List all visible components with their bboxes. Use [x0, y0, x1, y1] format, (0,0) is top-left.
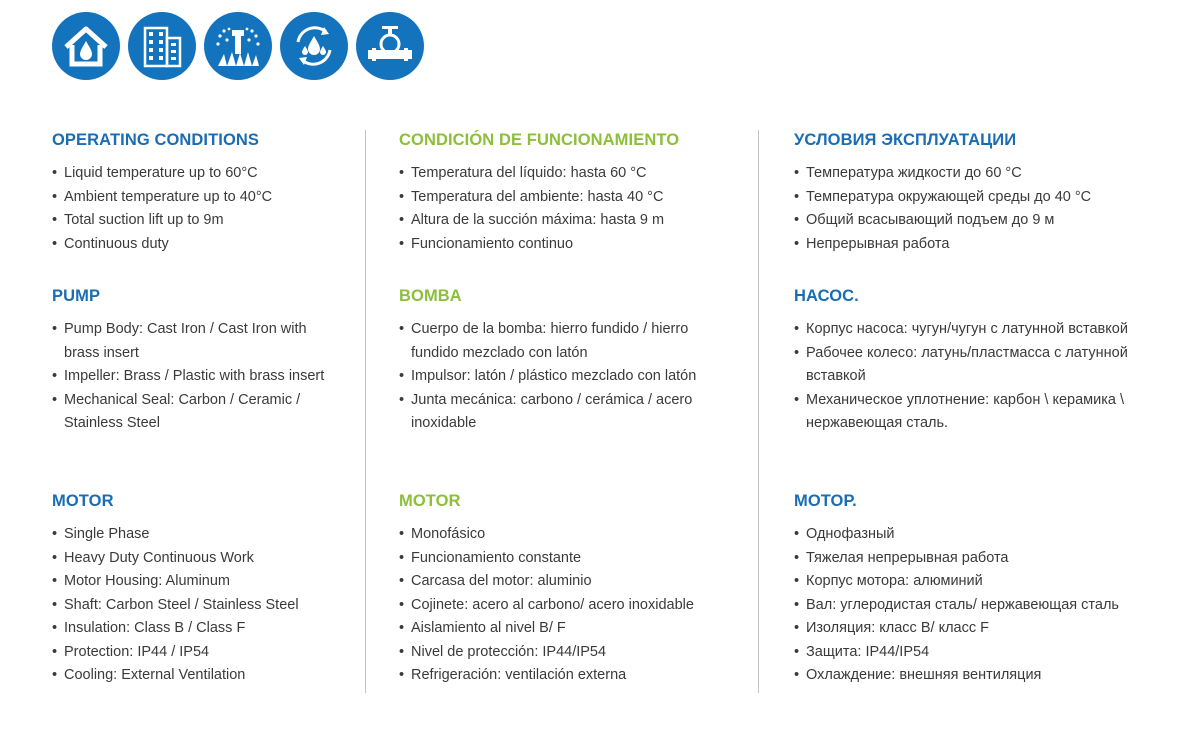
- section-title: CONDICIÓN DE FUNCIONAMIENTO: [399, 131, 680, 149]
- list-item: • Funcionamiento constante: [399, 547, 729, 571]
- list-item: • Nivel de protección: IP44/IP54: [399, 641, 729, 665]
- list-item: • Altura de la succión máxima: hasta 9 m: [399, 209, 729, 233]
- bullet-list: [52, 318, 342, 436]
- list-item: • Mechanical Seal: Carbon / Ceramic / Stainless Steel: [52, 389, 342, 436]
- operating-conditions-section: [52, 128, 342, 256]
- pump-section: [52, 284, 342, 436]
- list-item: • Impeller: Brass / Plastic with brass insert: [52, 365, 342, 389]
- list-item: • Pump Body: Cast Iron / Cast Iron with brass insert: [52, 318, 342, 365]
- list-item: • Single Phase: [52, 523, 342, 547]
- pump-section: [794, 284, 1154, 436]
- list-item: • Температура окружающей среды до 40 °C: [794, 186, 1154, 210]
- pump-section: [399, 284, 729, 436]
- list-item: • Ambient temperature up to 40°C: [52, 186, 342, 210]
- motor-section: [399, 489, 729, 688]
- bullet-list: [794, 318, 1154, 436]
- sprinkler-icon: [204, 12, 272, 80]
- list-item: • Carcasa del motor: aluminio: [399, 570, 729, 594]
- section-title: OPERATING CONDITIONS: [52, 131, 260, 149]
- bullet-list: [399, 523, 729, 688]
- list-item: • Рабочее колесо: латунь/пластмасса с латунной вставкой: [794, 342, 1154, 389]
- list-item: • Корпус насоса: чугун/чугун с латунной вставкой: [794, 318, 1154, 342]
- list-item: • Cojinete: acero al carbono/ acero inoxidable: [399, 594, 729, 618]
- section-title: MOTOR: [399, 492, 461, 510]
- list-item: • Protection: IP44 / IP54: [52, 641, 342, 665]
- list-item: • Охлаждение: внешняя вентиляция: [794, 664, 1154, 688]
- list-item: • Temperatura del líquido: hasta 60 °C: [399, 162, 729, 186]
- list-item: • Корпус мотора: алюминий: [794, 570, 1154, 594]
- section-title: BOMBA: [399, 287, 462, 305]
- list-item: • Вал: углеродистая сталь/ нержавеющая сталь: [794, 594, 1154, 618]
- list-item: • Funcionamiento continuo: [399, 233, 729, 257]
- bullet-list: [52, 162, 342, 256]
- list-item: • Изоляция: класс B/ класс F: [794, 617, 1154, 641]
- list-item: • Motor Housing: Aluminum: [52, 570, 342, 594]
- motor-section: [52, 489, 342, 688]
- list-item: • Insulation: Class B / Class F: [52, 617, 342, 641]
- operating-conditions-section: [399, 128, 729, 256]
- column-divider: [365, 130, 366, 693]
- list-item: • Temperatura del ambiente: hasta 40 °C: [399, 186, 729, 210]
- list-item: • Cooling: External Ventilation: [52, 664, 342, 688]
- bullet-list: [399, 162, 729, 256]
- list-item: • Liquid temperature up to 60°C: [52, 162, 342, 186]
- list-item: • Continuous duty: [52, 233, 342, 257]
- operating-conditions-section: [794, 128, 1154, 256]
- house-water-icon: [52, 12, 120, 80]
- list-item: • Shaft: Carbon Steel / Stainless Steel: [52, 594, 342, 618]
- list-item: • Тяжелая непрерывная работа: [794, 547, 1154, 571]
- application-icons: [52, 12, 424, 80]
- section-title: МОТОР.: [794, 492, 857, 510]
- bullet-list: [794, 523, 1154, 688]
- list-item: • Heavy Duty Continuous Work: [52, 547, 342, 571]
- section-title: MOTOR: [52, 492, 114, 510]
- bullet-list: [794, 162, 1154, 256]
- section-title: PUMP: [52, 287, 101, 305]
- list-item: • Monofásico: [399, 523, 729, 547]
- list-item: • Механическое уплотнение: карбон \ керамика \ нержавеющая сталь.: [794, 389, 1154, 436]
- list-item: • Однофазный: [794, 523, 1154, 547]
- list-item: • Защита: IP44/IP54: [794, 641, 1154, 665]
- list-item: • Aislamiento al nivel B/ F: [399, 617, 729, 641]
- bullet-list: [52, 523, 342, 688]
- bullet-list: [399, 318, 729, 436]
- list-item: • Непрерывная работа: [794, 233, 1154, 257]
- list-item: • Температура жидкости до 60 °C: [794, 162, 1154, 186]
- list-item: • Общий всасывающий подъем до 9 м: [794, 209, 1154, 233]
- list-item: • Impulsor: latón / plástico mezclado con latón: [399, 365, 729, 389]
- column-divider: [758, 130, 759, 693]
- pipe-valve-icon: [356, 12, 424, 80]
- list-item: • Total suction lift up to 9m: [52, 209, 342, 233]
- list-item: • Cuerpo de la bomba: hierro fundido / hierro fundido mezclado con latón: [399, 318, 729, 365]
- list-item: • Junta mecánica: carbono / cerámica / acero inoxidable: [399, 389, 729, 436]
- list-item: • Refrigeración: ventilación externa: [399, 664, 729, 688]
- section-title: НАСОС.: [794, 287, 859, 305]
- motor-section: [794, 489, 1154, 688]
- section-title: УСЛОВИЯ ЭКСПЛУАТАЦИИ: [794, 131, 1017, 149]
- water-cycle-icon: [280, 12, 348, 80]
- building-icon: [128, 12, 196, 80]
